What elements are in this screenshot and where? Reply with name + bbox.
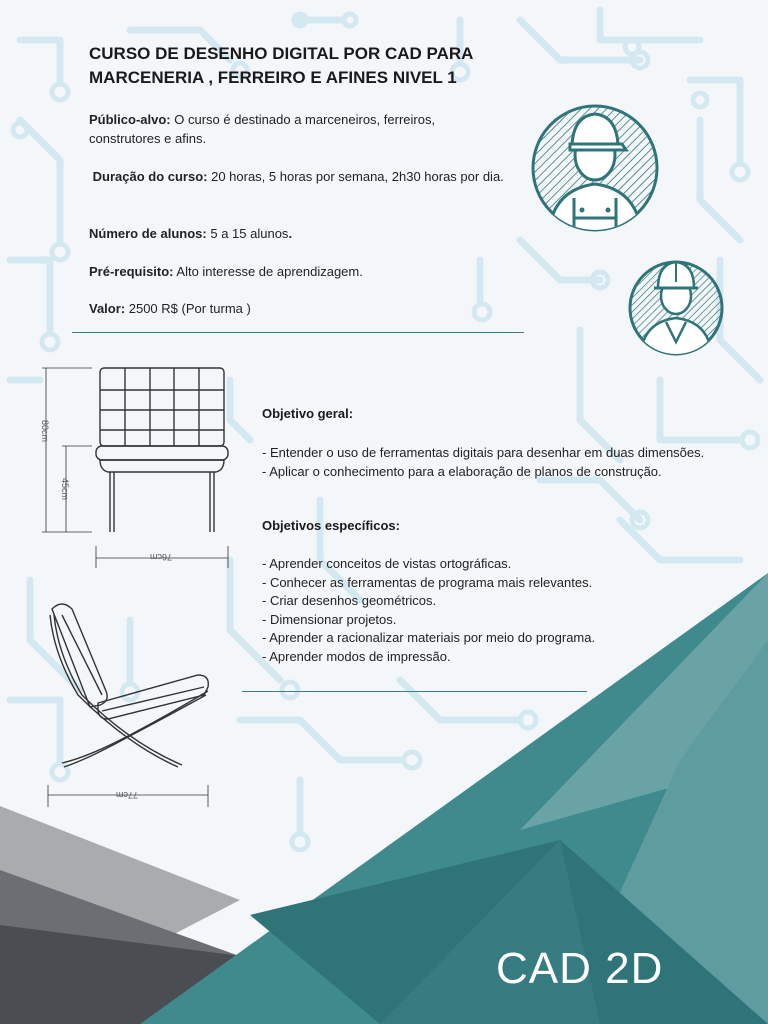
duracao-value: 20 horas, 5 horas por semana, 2h30 horas por dia.	[207, 169, 504, 184]
worker-cap-avatar-icon	[530, 100, 660, 240]
info-duracao	[89, 167, 509, 186]
valor-label: Valor:	[89, 301, 126, 316]
divider-top	[72, 332, 524, 333]
info-numero-alunos	[89, 224, 509, 243]
brand-title: CAD 2D	[496, 944, 664, 993]
list-item: - Aprender a racionalizar materiais por meio do programa.	[262, 630, 596, 645]
list-item: - Aplicar o conhecimento para a elaboração de planos de construção.	[262, 463, 662, 479]
page-title: CURSO DE DESENHO DIGITAL POR CAD PARA MARCENERIA , FERREIRO E AFINES NIVEL 1	[89, 44, 473, 87]
dim-front-width: 76cm	[149, 552, 172, 562]
chair-front-view-drawing	[22, 360, 240, 575]
chair-side-view-drawing	[18, 595, 236, 810]
list-item: - Aprender conceitos de vistas ortográficas.	[262, 556, 512, 571]
alunos-label: Número de alunos:	[89, 226, 207, 241]
publico-value: O curso é destinado a marceneiros, ferreiros, construtores e afins.	[89, 112, 436, 146]
divider-bottom	[242, 691, 587, 692]
objetivo-geral-list	[262, 444, 752, 481]
info-publico-alvo	[89, 110, 509, 148]
prereq-value: Alto interesse de aprendizagem.	[173, 264, 363, 279]
dim-height-total: 80cm	[40, 420, 50, 443]
publico-label: Público-alvo:	[89, 112, 171, 127]
worker-helmet-avatar-icon	[628, 252, 726, 358]
objetivos-especificos-list	[262, 555, 752, 666]
list-item: - Aprender modos de impressão.	[262, 648, 451, 664]
objetivos-especificos-heading: Objetivos específicos:	[262, 518, 400, 533]
dim-side-width: 77cm	[115, 790, 138, 800]
duracao-label: Duração do curso:	[92, 169, 208, 184]
info-valor	[89, 299, 509, 318]
objetivo-geral-heading: Objetivo geral:	[262, 406, 354, 421]
info-pre-requisito	[89, 262, 509, 281]
alunos-suffix: .	[288, 226, 293, 241]
dim-seat-height: 45cm	[60, 478, 70, 501]
prereq-label: Pré-requisito:	[89, 264, 174, 279]
alunos-value: 5 a 15 alunos	[206, 226, 289, 241]
list-item: - Conhecer as ferramentas de programa mais relevantes.	[262, 574, 593, 590]
valor-value: 2500 R$ (Por turma )	[125, 301, 251, 316]
list-item: - Dimensionar projetos.	[262, 611, 397, 627]
list-item: - Criar desenhos geométricos.	[262, 593, 437, 608]
list-item: - Entender o uso de ferramentas digitais para desenhar em duas dimensões.	[262, 445, 705, 460]
